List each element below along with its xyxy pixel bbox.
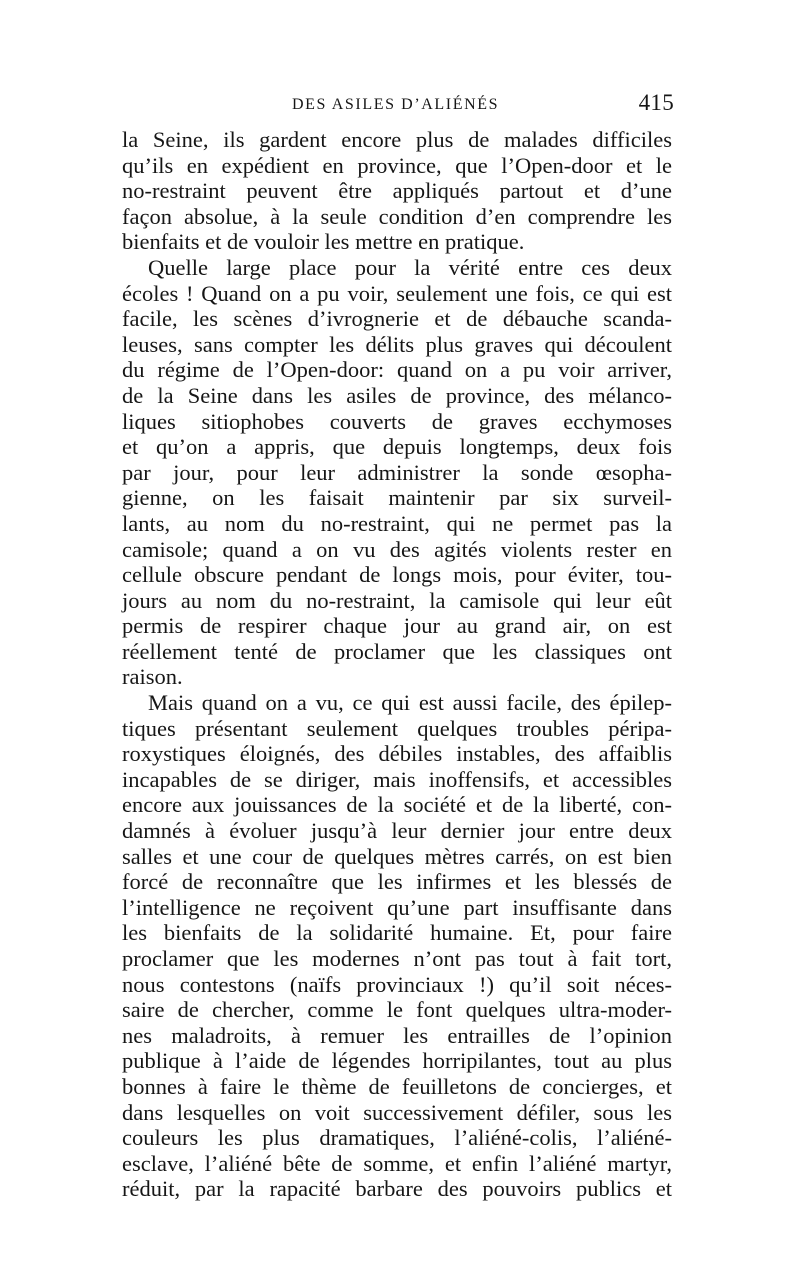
text-line: proclamer que les modernes n’ont pas tout à fait tort, [122, 946, 672, 971]
body-text [122, 127, 672, 1202]
text-line: Mais quand on a vu, ce qui est aussi facile, des épilep- [148, 690, 672, 716]
text-line: jours au nom du no-restraint, la camisole qui leur eût [122, 587, 672, 613]
text-line: réellement tenté de proclamer que les classiques ont [122, 638, 672, 664]
text-line: écoles ! Quand on a pu voir, seulement une fois, ce qui est [122, 280, 672, 306]
text-line: publique à l’aide de légendes horripilantes, tout au plus [122, 1048, 672, 1074]
text-line: leuses, sans compter les délits plus graves qui découlent [122, 331, 672, 357]
text-line: du régime de l’Open-door: quand on a pu voir arriver, [122, 357, 672, 383]
text-line: saire de chercher, comme le font quelques ultra-moder- [122, 997, 672, 1023]
text-line: l’intelligence ne reçoivent qu’une part insuffisante dans [122, 894, 672, 920]
text-line: cellule obscure pendant de longs mois, pour éviter, tou- [122, 562, 672, 588]
text-line: façon absolue, à la seule condition d’en comprendre les [122, 203, 672, 229]
running-head [122, 90, 682, 120]
text-line: réduit, par la rapacité barbare des pouvoirs publics et [122, 1176, 672, 1202]
text-line: damnés à évoluer jusqu’à leur dernier jour entre deux [122, 818, 672, 844]
text-line: raison. [122, 664, 183, 690]
text-line: bienfaits et de vouloir les mettre en pratique. [122, 229, 525, 255]
text-line: couleurs les plus dramatiques, l’aliéné-colis, l’aliéné- [122, 1125, 672, 1151]
running-title: DES ASILES D’ALIÉNÉS [292, 96, 500, 113]
text-line: la Seine, ils gardent encore plus de malades difficiles [122, 127, 672, 152]
text-line: salles et une cour de quelques mètres carrés, on est bien [122, 843, 672, 869]
text-line: de la Seine dans les asiles de province, des mélanco- [122, 382, 672, 408]
text-line: qu’ils en expédient en province, que l’Open-door et le [122, 152, 672, 178]
text-line: camisole; quand a on vu des agités violents rester en [122, 536, 672, 562]
text-line: par jour, pour leur administrer la sonde œsopha- [122, 459, 672, 485]
text-line: et qu’on a appris, que depuis longtemps, deux fois [122, 434, 672, 460]
text-line: tiques présentant seulement quelques troubles péripa- [122, 715, 672, 741]
text-line: les bienfaits de la solidarité humaine. Et, pour faire [122, 920, 672, 946]
text-line: bonnes à faire le thème de feuilletons de concierges, et [122, 1073, 672, 1099]
text-line: nous contestons (naïfs provinciaux !) qu’il soit néces- [122, 971, 672, 997]
text-line: lants, au nom du no-restraint, qui ne permet pas la [122, 510, 672, 536]
text-line: forcé de reconnaître que les infirmes et les blessés de [122, 869, 672, 895]
text-line: Quelle large place pour la vérité entre ces deux [148, 254, 672, 280]
text-line: nes maladroits, à remuer les entrailles de l’opinion [122, 1022, 672, 1048]
text-line: incapables de se diriger, mais inoffensifs, et accessibles [122, 766, 672, 792]
text-line: permis de respirer chaque jour au grand air, on est [122, 613, 672, 639]
text-line: encore aux jouissances de la société et de la liberté, con- [122, 792, 672, 818]
page-number: 415 [638, 90, 674, 115]
text-line: no-restraint peuvent être appliqués partout et d’une [122, 178, 672, 204]
text-line: roxystiques éloignés, des débiles instables, des affaiblis [122, 741, 672, 767]
text-line: liques sitiophobes couverts de graves ecchymoses [122, 408, 672, 434]
text-line: gienne, on les faisait maintenir par six surveil- [122, 485, 672, 511]
text-line: facile, les scènes d’ivrognerie et de débauche scanda- [122, 306, 672, 332]
text-line: esclave, l’aliéné bête de somme, et enfin l’aliéné martyr, [122, 1150, 672, 1176]
text-line: dans lesquelles on voit successivement défiler, sous les [122, 1099, 672, 1125]
